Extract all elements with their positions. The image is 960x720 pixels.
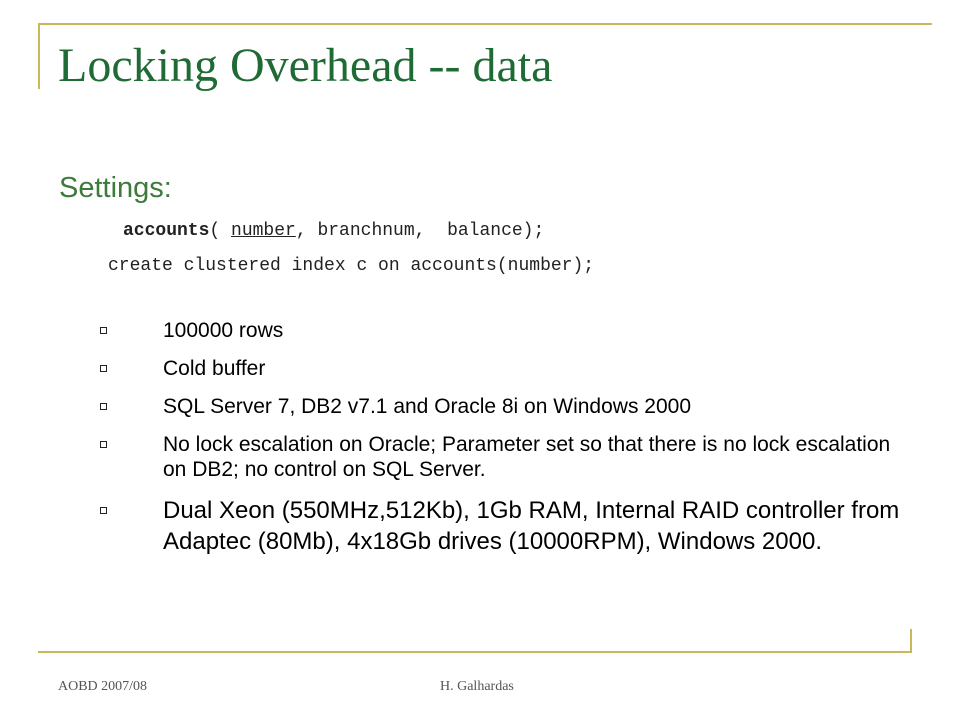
square-bullet-icon bbox=[100, 403, 107, 410]
table-name: accounts bbox=[123, 221, 210, 241]
bullet-text: Dual Xeon (550MHz,512Kb), 1Gb RAM, Internal RAID controller from Adaptec (80Mb), 4x18Gb drives (10000RPM), Windows 2000. bbox=[163, 497, 900, 555]
slide-title: Locking Overhead -- data bbox=[58, 39, 553, 92]
bullet-item bbox=[96, 394, 916, 419]
square-bullet-icon bbox=[100, 327, 107, 334]
bullet-text: Cold buffer bbox=[163, 357, 266, 380]
footer-tick bbox=[910, 629, 912, 653]
frame-top-rule bbox=[38, 23, 932, 25]
bullet-item bbox=[96, 318, 916, 343]
schema-code-line bbox=[123, 221, 544, 241]
index-code-line: create clustered index c on accounts(number); bbox=[108, 256, 595, 276]
bullet-item bbox=[96, 432, 916, 482]
square-bullet-icon bbox=[100, 365, 107, 372]
square-bullet-icon bbox=[100, 507, 107, 514]
settings-bullet-list bbox=[96, 318, 916, 570]
settings-label: Settings: bbox=[59, 172, 172, 204]
code-open-paren: ( bbox=[209, 221, 232, 241]
frame-left-rule bbox=[38, 23, 40, 89]
bullet-text: SQL Server 7, DB2 v7.1 and Oracle 8i on Windows 2000 bbox=[163, 395, 691, 418]
bullet-text: No lock escalation on Oracle; Parameter set so that there is no lock escalation on DB2; no control on SQL Server. bbox=[163, 433, 891, 481]
code-remaining-fields: , branchnum, balance); bbox=[295, 221, 545, 241]
bullet-item bbox=[96, 495, 916, 557]
primary-key-field: number bbox=[231, 221, 296, 241]
footer-author: H. Galhardas bbox=[440, 679, 514, 694]
bullet-item bbox=[96, 356, 916, 381]
square-bullet-icon bbox=[100, 441, 107, 448]
footer-course: AOBD 2007/08 bbox=[58, 679, 148, 694]
footer-rule bbox=[38, 651, 912, 653]
bullet-text: 100000 rows bbox=[163, 319, 284, 342]
